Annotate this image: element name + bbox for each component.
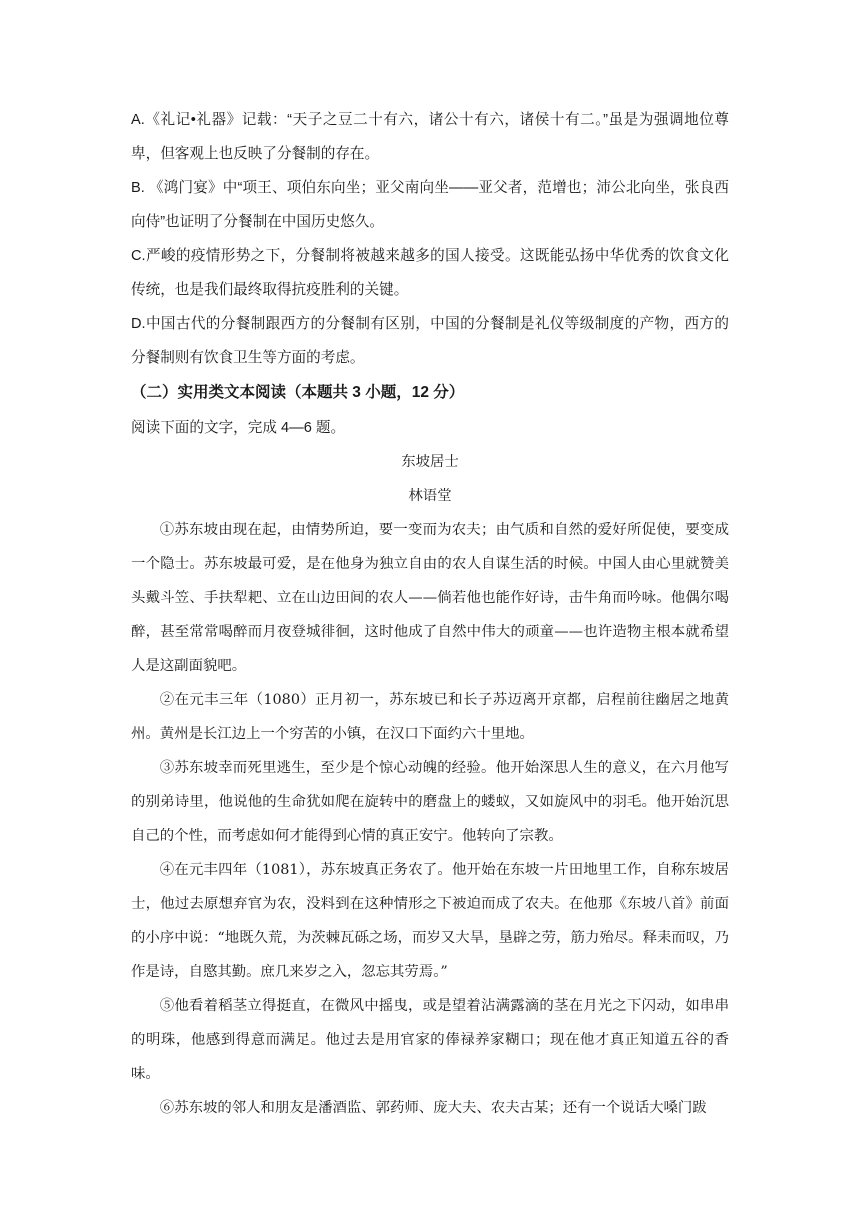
article-title: 东坡居士 <box>401 454 459 470</box>
option-b: B. 《鸿门宴》中“项王、项伯东向坐；亚父南向坐——亚父者，范增也；沛公北向坐，张良西向侍”也证明了分餐制在中国历史悠久。 <box>131 180 729 230</box>
article-paragraph-6: ⑥苏东坡的邻人和朋友是潘酒监、郭药师、庞大夫、农夫古某；还有一个说话大嗓门跋 <box>159 1100 707 1116</box>
section-heading: （二）实用类文本阅读（本题共 3 小题，12 分） <box>131 384 465 401</box>
article-paragraph-5: ⑤他看着稻茎立得挺直，在微风中摇曳，或是望着沾满露滴的茎在月光之下闪动，如串串的明珠，他感到得意而满足。他过去是用官家的俸禄养家糊口；现在他才真正知道五谷的香味。 <box>131 998 729 1082</box>
option-a: A.《礼记•礼器》记载：“天子之豆二十有六，诸公十有六，诸侯十有二。”虽是为强调地位尊卑，但客观上也反映了分餐制的存在。 <box>131 112 729 162</box>
option-c: C.严峻的疫情形势之下，分餐制将被越来越多的国人接受。这既能弘扬中华优秀的饮食文化传统，也是我们最终取得抗疫胜利的关键。 <box>131 248 729 298</box>
option-d: D.中国古代的分餐制跟西方的分餐制有区别，中国的分餐制是礼仪等级制度的产物，西方的分餐制则有饮食卫生等方面的考虑。 <box>131 316 729 366</box>
article-paragraph-2: ②在元丰三年（1080）正月初一，苏东坡已和长子苏迈离开京都，启程前往幽居之地黄州。黄州是长江边上一个穷苦的小镇，在汉口下面约六十里地。 <box>131 692 729 742</box>
article-paragraph-4: ④在元丰四年（1081），苏东坡真正务农了。他开始在东坡一片田地里工作，自称东坡居士，他过去原想弃官为农，没料到在这种情形之下被迫而成了农夫。在他那《东坡八首》前面的小序中说：“地既久荒，为茨棘瓦砾之场，而岁又大旱，垦辟之劳，筋力殆尽。释耒而叹，乃作是诗，自愍其勤。庶几来岁之入，忽忘其劳焉。” <box>131 862 729 980</box>
article-paragraph-1: ①苏东坡由现在起，由情势所迫，要一变而为农夫；由气质和自然的爱好所促使，要变成一个隐士。苏东坡最可爱，是在他身为独立自由的农人自谋生活的时候。中国人由心里就赞美头戴斗笠、手扶犁耙、立在山边田间的农人——倘若他也能作好诗，击牛角而吟咏。他偶尔喝醉，甚至常常喝醉而月夜登城徘徊，这时他成了自然中伟大的顽童——也许造物主根本就希望人是这副面貌吧。 <box>131 522 729 674</box>
article-paragraph-3: ③苏东坡幸而死里逃生，至少是个惊心动魄的经验。他开始深思人生的意义，在六月他写的别弟诗里，他说他的生命犹如爬在旋转中的磨盘上的蝼蚁，又如旋风中的羽毛。他开始沉思自己的个性，而考虑如何才能得到心情的真正安宁。他转向了宗教。 <box>131 760 729 844</box>
article-author: 林语堂 <box>408 488 452 504</box>
document-page <box>131 103 729 1125</box>
reading-instruction: 阅读下面的文字，完成 4—6 题。 <box>131 420 346 436</box>
